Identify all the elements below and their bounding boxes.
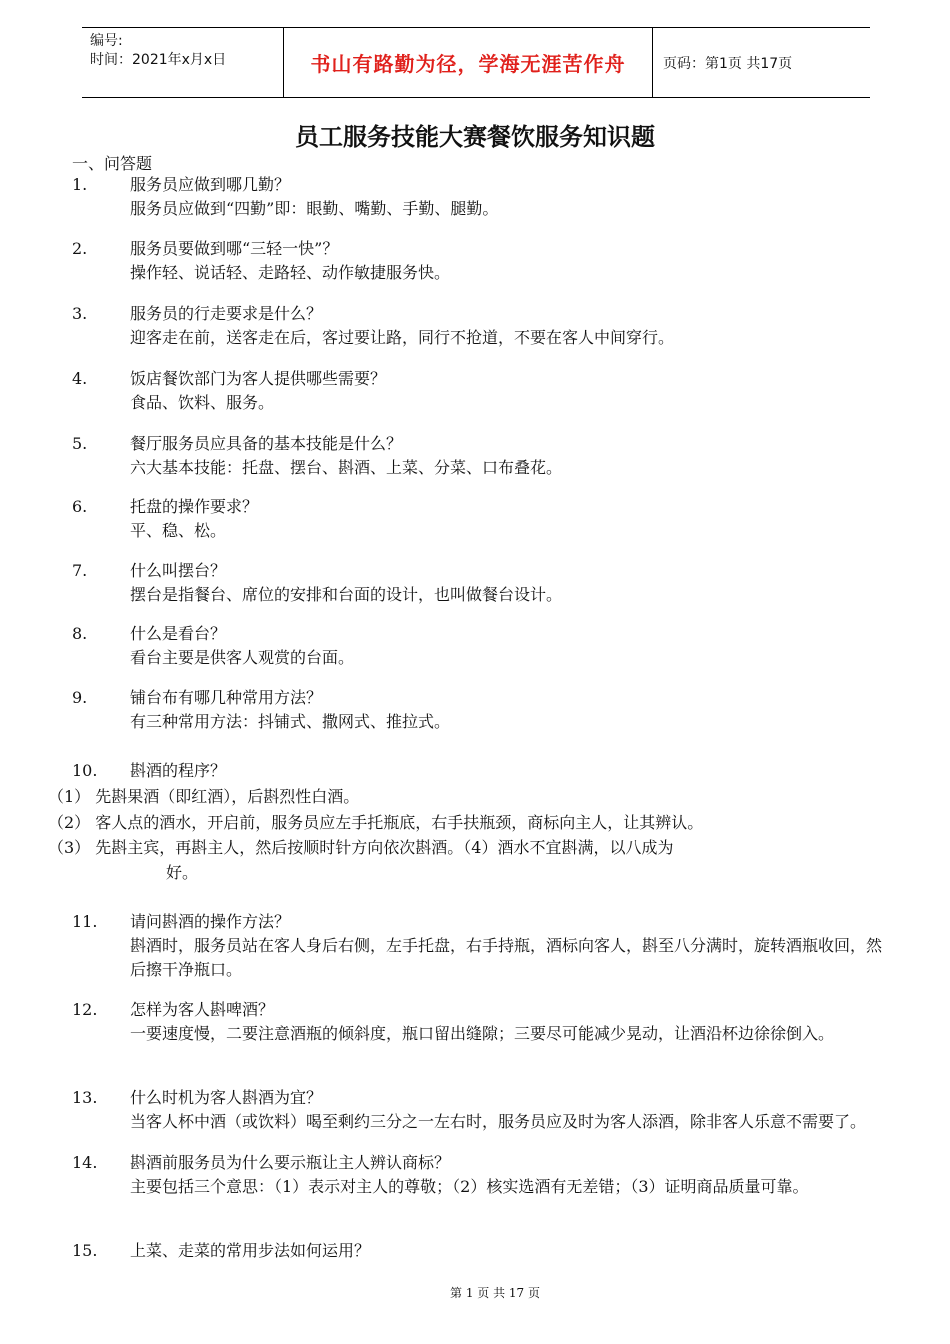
answer-text: 一要速度慢，二要注意酒瓶的倾斜度，瓶口留出缝隙；三要尽可能减少晃动，让酒沿杯边徐徐倒入。: [130, 1024, 835, 1043]
page-footer: 第 1 页 共 17 页: [450, 1286, 540, 1300]
answer-text: 六大基本技能：托盘、摆台、斟酒、上菜、分菜、口布叠花。: [130, 458, 563, 477]
question-text: 服务员的行走要求是什么？: [130, 304, 323, 323]
doc-number-label: 编号:: [90, 33, 123, 49]
question-number: 15.: [72, 1241, 98, 1260]
question-number: 12.: [72, 1000, 98, 1019]
answer-text: 平、稳、松。: [130, 521, 227, 540]
q10-step: （3） 先斟主宾，再斟主人，然后按顺时针方向依次斟酒。（4）酒水不宜斟满，以八成为: [48, 838, 674, 857]
question-number: 5.: [72, 434, 88, 453]
answer-text: 主要包括三个意思：（1）表示对主人的尊敬；（2）核实选酒有无差错；（3）证明商品质量可靠。: [130, 1177, 809, 1196]
header-meta: [82, 28, 283, 97]
question-text: 斟酒前服务员为什么要示瓶让主人辨认商标？: [130, 1153, 451, 1172]
q10-step: （1） 先斟果酒（即红酒），后斟烈性白酒。: [48, 787, 360, 806]
question-number: 10.: [72, 761, 98, 780]
question-number: 1.: [72, 175, 88, 194]
question-number: 2.: [72, 239, 88, 258]
question-text: 请问斟酒的操作方法？: [130, 912, 291, 931]
question-text: 怎样为客人斟啤酒？: [130, 1000, 275, 1019]
question-text: 托盘的操作要求？: [130, 497, 259, 516]
question-number: 4.: [72, 369, 88, 388]
document-title: 员工服务技能大赛餐饮服务知识题: [295, 123, 655, 151]
section-heading: 一、问答题: [72, 154, 153, 173]
question-number: 3.: [72, 304, 88, 323]
answer-text: 有三种常用方法：抖铺式、撒网式、推拉式。: [130, 712, 451, 731]
answer-text: 操作轻、说话轻、走路轻、动作敏捷服务快。: [130, 263, 451, 282]
doc-date: 时间：2021年x月x日: [90, 52, 227, 68]
header-page-info: 页码：第1页 共17页: [663, 55, 793, 72]
answer-text: 摆台是指餐台、席位的安排和台面的设计，也叫做餐台设计。: [130, 585, 563, 604]
header-motto: 书山有路勤为径，学海无涯苦作舟: [283, 28, 653, 97]
question-text: 上菜、走菜的常用步法如何运用？: [130, 1241, 371, 1260]
question-number: 7.: [72, 561, 88, 580]
question-text: 餐厅服务员应具备的基本技能是什么？: [130, 434, 403, 453]
q10-step: （2） 客人点的酒水，开启前，服务员应左手托瓶底，右手扶瓶颈，商标向主人，让其辨认。: [48, 813, 704, 832]
question-text: 铺台布有哪几种常用方法？: [130, 688, 323, 707]
answer-text: 当客人杯中酒（或饮料）喝至剩约三分之一左右时，服务员应及时为客人添酒，除非客人乐意不需要了。: [130, 1112, 867, 1131]
question-text: 斟酒的程序？: [130, 761, 227, 780]
answer-text: 服务员应做到“四勤”即：眼勤、嘴勤、手勤、腿勤。: [130, 199, 499, 218]
question-text: 什么时机为客人斟酒为宜？: [130, 1088, 323, 1107]
answer-text: 迎客走在前，送客走在后，客过要让路，同行不抢道，不要在客人中间穿行。: [130, 328, 675, 347]
question-number: 11.: [72, 912, 98, 931]
page-header: [82, 27, 870, 98]
question-number: 9.: [72, 688, 88, 707]
answer-text: 斟酒时，服务员站在客人身后右侧，左手托盘，右手持瓶，酒标向客人，斟至八分满时，旋转酒瓶收回，然后擦干净瓶口。: [130, 936, 883, 979]
question-text: 饭店餐饮部门为客人提供哪些需要？: [130, 369, 387, 388]
question-number: 8.: [72, 624, 88, 643]
question-text: 什么叫摆台？: [130, 561, 227, 580]
answer-text: 食品、饮料、服务。: [130, 393, 275, 412]
question-text: 服务员要做到哪“三轻一快”？: [130, 239, 339, 258]
question-number: 14.: [72, 1153, 98, 1172]
question-text: 服务员应做到哪几勤？: [130, 175, 291, 194]
question-number: 13.: [72, 1088, 98, 1107]
q10-step-continuation: 好。: [166, 863, 199, 882]
question-text: 什么是看台？: [130, 624, 227, 643]
answer-text: 看台主要是供客人观赏的台面。: [130, 648, 355, 667]
question-number: 6.: [72, 497, 88, 516]
